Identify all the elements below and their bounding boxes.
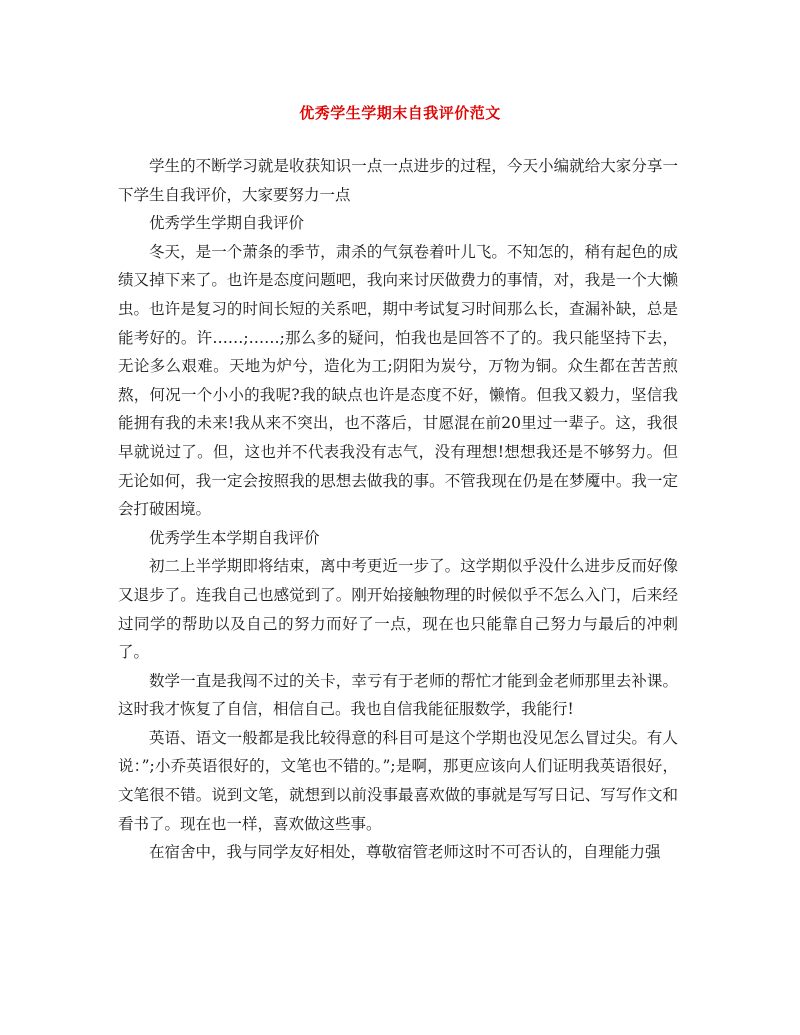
body-paragraph: 英语、语文一般都是我比较得意的科目可是这个学期也没见怎么冒过尖。有人说：”;小乔英语很好的，文笔也不错的。”;是啊，那更应该向人们证明我英语很好，文笔很不错。说到文笔，就想到以前没事最喜欢做的事就是写写日记、写写作文和看书了。现在也一样，喜欢做这些事。 [118,728,678,833]
document-title: 优秀学生学期末自我评价范文 [299,104,501,122]
section-heading: 优秀学生本学期自我评价 [149,528,320,547]
body-paragraph: 数学一直是我闯不过的关卡，幸亏有于老师的帮忙才能到金老师那里去补课。这时我才恢复了自信，相信自己。我也自信我能征服数学，我能行! [118,671,678,719]
body-paragraph: 初二上半学期即将结束，离中考更近一步了。这学期似乎没什么进步反而好像又退步了。连我自己也感觉到了。刚开始接触物理的时候似乎不怎么入门，后来经过同学的帮助以及自己的努力而好了一点，现在也只能靠自己努力与最后的冲刺了。 [118,557,678,662]
intro-paragraph: 学生的不断学习就是收获知识一点一点进步的过程，今天小编就给大家分享一下学生自我评价，大家要努力一点 [118,157,678,204]
document-body [118,152,678,867]
section-heading: 优秀学生学期自我评价 [149,214,305,233]
body-paragraph: 冬天，是一个萧条的季节，肃杀的气氛卷着叶儿飞。不知怎的，稍有起色的成绩又掉下来了。也许是态度问题吧，我向来讨厌做费力的事情，对，我是一个大懒虫。也许是复习的时间长短的关系吧，期中考试复习时间那么长，查漏补缺，总是能考好的。许……;……;那么多的疑问，怕我也是回答不了的。我只能坚持下去，无论多么艰难。天地为炉兮，造化为工;阴阳为炭兮，万物为铜。众生都在苦苦煎熬，何况一个小小的我呢?我的缺点也许是态度不好，懒惰。但我又毅力，坚信我能拥有我的未来!我从来不突出，也不落后，甘愿混在前20里过一辈子。这，我很早就说过了。但，这也并不代表我没有志气，没有理想!想想我还是不够努力。但无论如何，我一定会按照我的思想去做我的事。不管我现在仍是在梦魇中。我一定会打破困境。 [118,242,678,519]
body-paragraph: 在宿舍中，我与同学友好相处，尊敬宿管老师这时不可否认的，自理能力强 [149,843,661,862]
